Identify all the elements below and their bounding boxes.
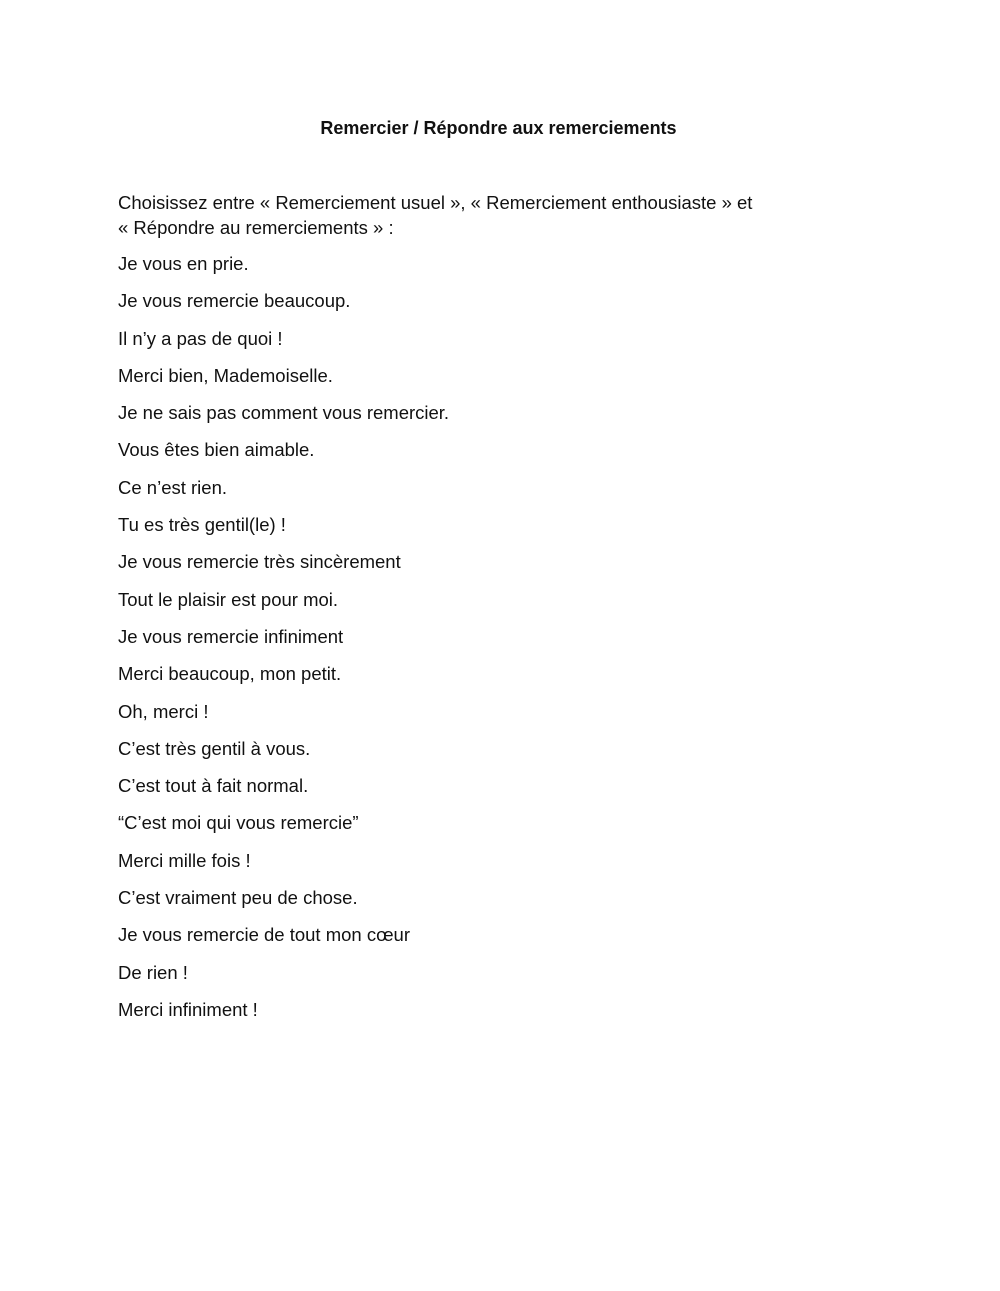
instructions-line-1: Choisissez entre « Remerciement usuel », « Remerciement enthousiaste » et <box>118 192 753 213</box>
phrase-item: Vous êtes bien aimable. <box>118 439 315 461</box>
phrase-item: Je vous en prie. <box>118 253 249 274</box>
phrase-item: Je vous remercie de tout mon cœur <box>118 924 410 946</box>
phrase-list <box>118 252 449 1035</box>
phrase-item: Merci bien, Mademoiselle. <box>118 364 333 386</box>
phrase-item: Merci infiniment ! <box>118 998 258 1020</box>
phrase-item: De rien ! <box>118 961 188 983</box>
phrase-item: Je ne sais pas comment vous remercier. <box>118 402 450 424</box>
phrase-item: Je vous remercie beaucoup. <box>118 290 351 312</box>
phrase-item: Tout le plaisir est pour moi. <box>118 588 339 610</box>
phrase-item: Oh, merci ! <box>118 700 209 722</box>
phrase-item: Ce n’est rien. <box>118 476 227 498</box>
phrase-item: Tu es très gentil(le) ! <box>118 514 286 536</box>
phrase-item: C’est tout à fait normal. <box>118 775 309 797</box>
document-title: Remercier / Répondre aux remerciements <box>320 118 677 138</box>
phrase-item: Il n’y a pas de quoi ! <box>118 327 283 349</box>
phrase-item: Je vous remercie infiniment <box>118 625 344 647</box>
phrase-item: Merci beaucoup, mon petit. <box>118 663 342 685</box>
instructions <box>118 191 878 240</box>
instructions-line-2: « Répondre au remerciements » : <box>118 216 394 238</box>
phrase-item: C’est vraiment peu de chose. <box>118 887 358 909</box>
phrase-item: Je vous remercie très sincèrement <box>118 551 401 573</box>
phrase-item: “C’est moi qui vous remercie” <box>118 812 359 834</box>
phrase-item: Merci mille fois ! <box>118 849 251 871</box>
phrase-item: C’est très gentil à vous. <box>118 737 311 759</box>
